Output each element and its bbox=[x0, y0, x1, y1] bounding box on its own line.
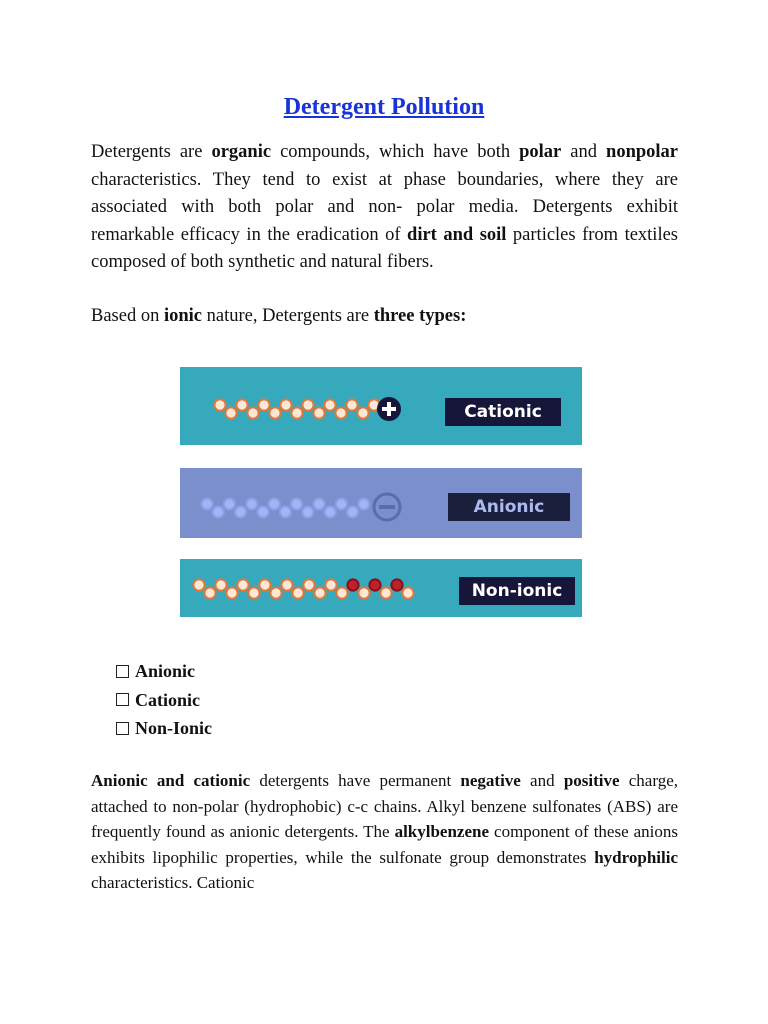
chain-bead bbox=[237, 579, 248, 590]
checkbox-icon[interactable] bbox=[116, 722, 129, 735]
chain-bead bbox=[357, 407, 368, 418]
option-cationic[interactable]: Cationic bbox=[116, 686, 212, 715]
chain-bead bbox=[335, 407, 346, 418]
chain-bead bbox=[325, 506, 336, 517]
chain-bead bbox=[391, 579, 402, 590]
charge-paragraph: Anionic and cationic detergents have permanent negative and positive charge, attached to non-polar (hydrophobic) c-c chains. Alkyl benzene sulfonates (ABS) are frequently found as anionic detergents. The alkylbenzene component of these anions exhibits lipophilic properties, while the sulfonate group demonstrates hydrophilic characteristics. Cationic bbox=[91, 771, 678, 893]
cationic-chain bbox=[214, 399, 379, 418]
minus-icon bbox=[374, 494, 400, 520]
page-title: Detergent Pollution bbox=[283, 94, 485, 120]
chain-bead bbox=[246, 498, 257, 509]
option-anionic[interactable]: Anionic bbox=[116, 657, 212, 686]
chain-bead bbox=[380, 587, 391, 598]
detergent-types-figure bbox=[180, 367, 582, 619]
chain-bead bbox=[358, 498, 369, 509]
chain-bead bbox=[291, 407, 302, 418]
chain-bead bbox=[358, 587, 369, 598]
chain-bead bbox=[336, 587, 347, 598]
chain-bead bbox=[324, 399, 335, 410]
anionic-label: Anionic bbox=[448, 493, 570, 521]
chain-bead bbox=[347, 506, 358, 517]
chain-bead bbox=[303, 579, 314, 590]
nonionic-chain bbox=[193, 579, 413, 598]
chain-bead bbox=[291, 498, 302, 509]
chain-bead bbox=[369, 579, 380, 590]
chain-bead bbox=[213, 506, 224, 517]
chain-bead bbox=[325, 579, 336, 590]
chain-bead bbox=[214, 399, 225, 410]
chain-bead bbox=[292, 587, 303, 598]
chain-bead bbox=[257, 506, 268, 517]
chain-bead bbox=[215, 579, 226, 590]
chain-bead bbox=[201, 498, 212, 509]
nonionic-label: Non-ionic bbox=[459, 577, 575, 605]
chain-bead bbox=[247, 407, 258, 418]
type-options-list bbox=[116, 657, 212, 743]
types-intro-paragraph: Based on ionic nature, Detergents are three types: bbox=[91, 306, 467, 326]
chain-bead bbox=[224, 498, 235, 509]
chain-bead bbox=[336, 498, 347, 509]
chain-bead bbox=[402, 587, 413, 598]
chain-bead bbox=[314, 587, 325, 598]
chain-bead bbox=[259, 579, 270, 590]
plus-icon bbox=[377, 397, 401, 421]
chain-bead bbox=[225, 407, 236, 418]
chain-bead bbox=[280, 399, 291, 410]
chain-bead bbox=[226, 587, 237, 598]
chain-bead bbox=[346, 399, 357, 410]
chain-bead bbox=[248, 587, 259, 598]
chain-bead bbox=[258, 399, 269, 410]
anionic-chain bbox=[201, 498, 369, 517]
chain-bead bbox=[269, 407, 280, 418]
chain-bead bbox=[280, 506, 291, 517]
chain-bead bbox=[269, 498, 280, 509]
chain-bead bbox=[236, 399, 247, 410]
option-nonionic[interactable]: Non-Ionic bbox=[116, 714, 212, 743]
chain-bead bbox=[270, 587, 281, 598]
chain-bead bbox=[204, 587, 215, 598]
checkbox-icon[interactable] bbox=[116, 665, 129, 678]
chain-bead bbox=[193, 579, 204, 590]
chain-bead bbox=[313, 407, 324, 418]
cationic-label: Cationic bbox=[445, 398, 561, 426]
chain-bead bbox=[302, 506, 313, 517]
checkbox-icon[interactable] bbox=[116, 693, 129, 706]
intro-paragraph: Detergents are organic compounds, which have both polar and nonpolar characteristics. They tend to exist at phase boundaries, where they are associated with both polar and non- polar media. Detergents exhibit remarkable efficacy in the eradication of dirt and soil particles from textiles composed of both synthetic and natural fibers. bbox=[91, 142, 678, 273]
chain-bead bbox=[347, 579, 358, 590]
chain-bead bbox=[313, 498, 324, 509]
chain-bead bbox=[281, 579, 292, 590]
chain-bead bbox=[302, 399, 313, 410]
chain-bead bbox=[235, 506, 246, 517]
